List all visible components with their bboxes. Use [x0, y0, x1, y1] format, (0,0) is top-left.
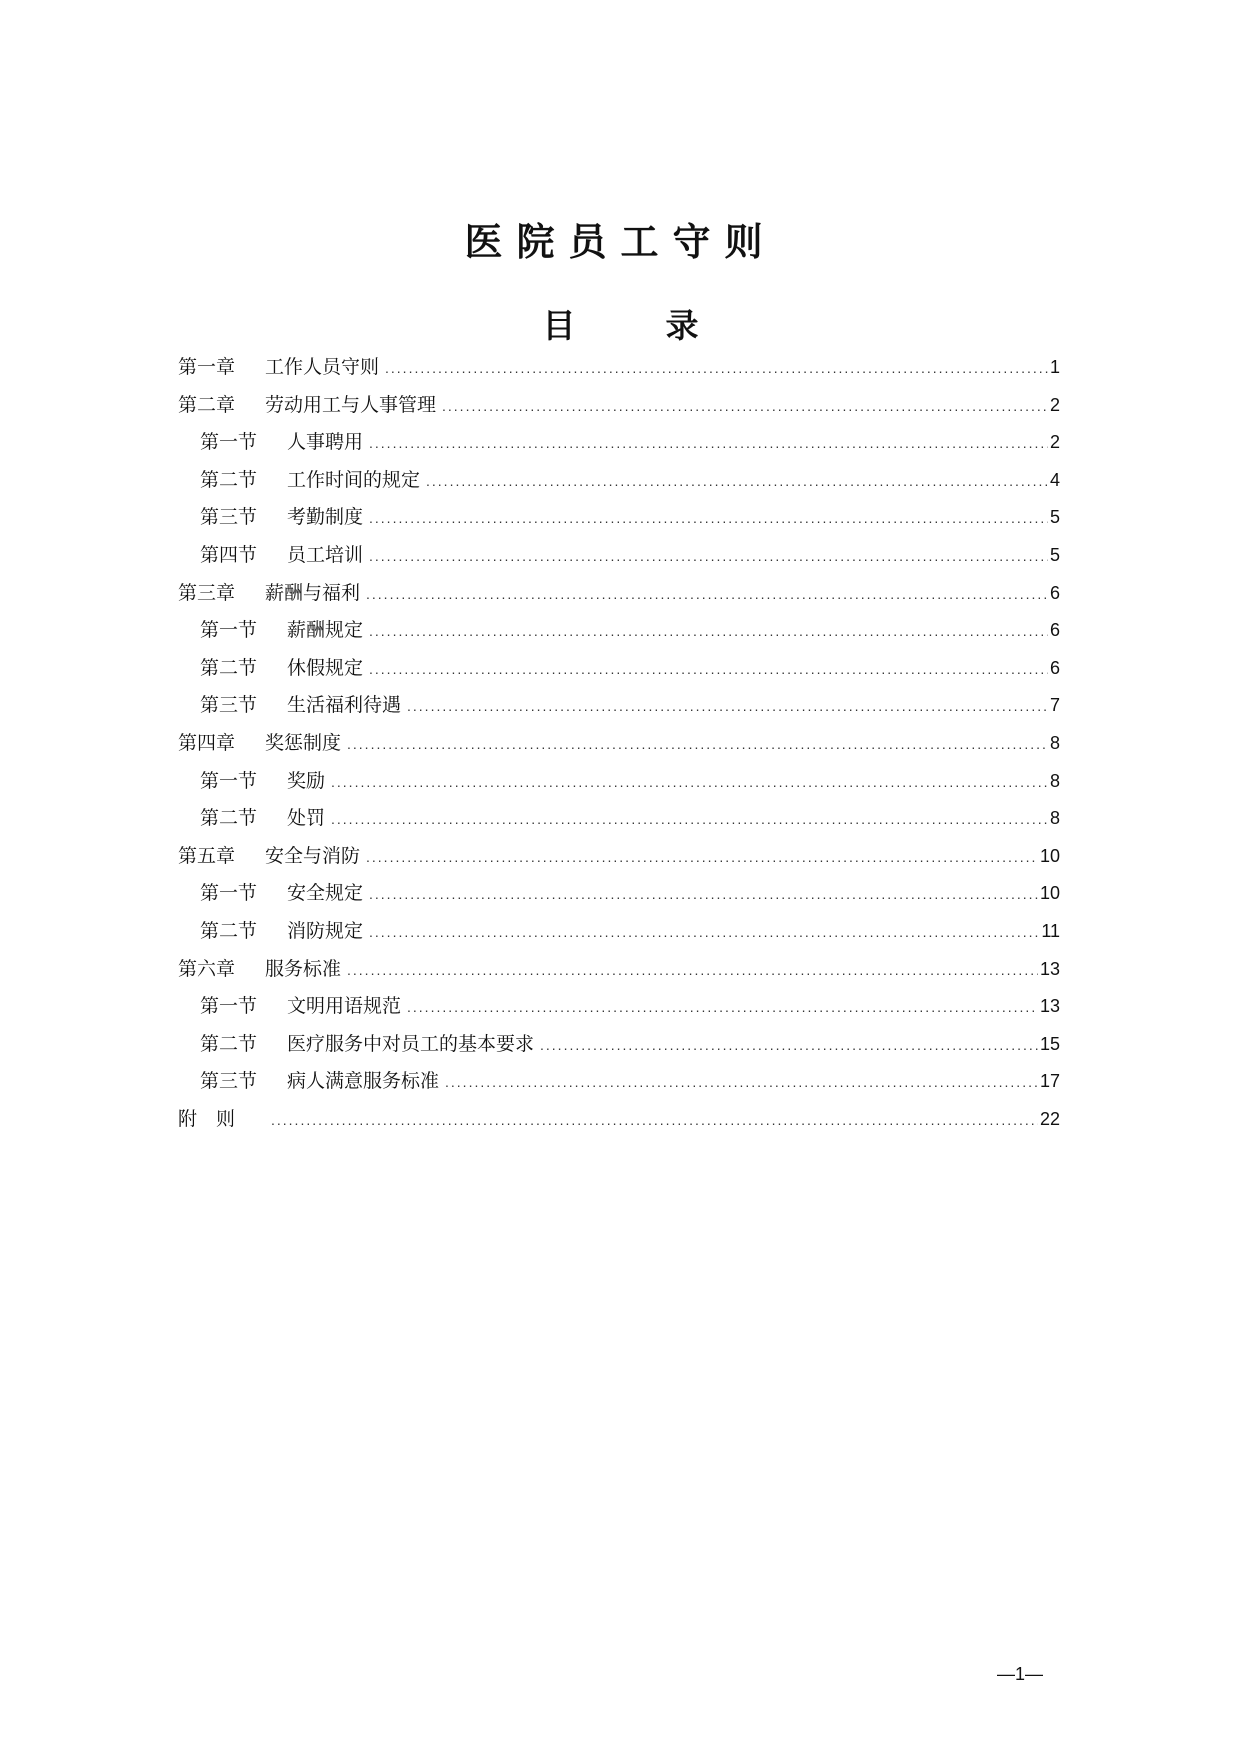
toc-section-entry[interactable]: [178, 650, 1060, 688]
toc-dot-leader: [445, 1064, 1038, 1101]
table-of-contents: [178, 349, 1060, 1138]
toc-entry-label: 休假规定: [287, 656, 364, 679]
toc-section-entry[interactable]: [178, 537, 1060, 575]
toc-entry-page: 2: [1049, 394, 1060, 415]
toc-dot-leader: [369, 500, 1048, 537]
toc-entry-page: 4: [1049, 469, 1060, 490]
toc-entry-number: 第一节: [200, 769, 258, 792]
toc-entry-number: 第二章: [178, 393, 236, 416]
toc-entry-label: 考勤制度: [287, 506, 364, 529]
toc-entry-number: 第一章: [178, 356, 236, 378]
toc-entry-page: 7: [1049, 695, 1060, 716]
toc-entry-label: 工作人员守则: [265, 356, 380, 378]
toc-section-entry[interactable]: [178, 763, 1060, 801]
toc-entry-label: 安全与消防: [265, 844, 361, 867]
toc-entry-page: 22: [1039, 1108, 1060, 1129]
toc-entry-page: 10: [1039, 883, 1060, 904]
toc-dot-leader: [369, 613, 1048, 650]
toc-entry-page: 1: [1049, 357, 1060, 377]
toc-entry-number: 第三节: [200, 506, 258, 529]
toc-section-entry[interactable]: [178, 988, 1060, 1026]
toc-entry-number: 第二节: [200, 656, 258, 679]
toc-entry-number: 第六章: [178, 957, 236, 980]
toc-entry-page: 8: [1049, 808, 1060, 829]
toc-dot-leader: [369, 914, 1039, 951]
toc-entry-label: 病人满意服务标准: [287, 1070, 440, 1093]
toc-section-entry[interactable]: [178, 462, 1060, 500]
toc-chapter-entry[interactable]: [178, 575, 1060, 613]
toc-entry-number: 第一节: [200, 882, 258, 905]
page-number: —1—: [996, 1664, 1043, 1684]
toc-entry-number: 第四节: [200, 543, 258, 566]
toc-chapter-entry[interactable]: [178, 1101, 1060, 1139]
toc-dot-leader: [331, 801, 1048, 838]
toc-entry-label: 医疗服务中对员工的基本要求: [287, 1032, 535, 1055]
toc-dot-leader: [366, 576, 1048, 613]
toc-section-entry[interactable]: [178, 499, 1060, 537]
toc-dot-leader: [331, 764, 1048, 801]
toc-entry-label: 奖励: [287, 769, 326, 792]
toc-entry-label: 人事聘用: [287, 431, 364, 454]
toc-entry-page: 10: [1039, 845, 1060, 866]
toc-entry-label: 薪酬规定: [287, 619, 364, 642]
toc-entry-number: 第五章: [178, 844, 236, 867]
toc-entry-page: 11: [1041, 920, 1060, 941]
toc-dot-leader: [407, 989, 1038, 1026]
toc-entry-number: 第四章: [178, 731, 236, 754]
toc-entry-label: 服务标准: [265, 957, 342, 980]
toc-entry-page: 5: [1049, 507, 1060, 528]
toc-entry-page: 8: [1049, 770, 1060, 791]
toc-entry-label: 奖惩制度: [265, 731, 342, 754]
toc-entry-page: 6: [1049, 657, 1060, 678]
toc-dot-leader: [407, 688, 1048, 725]
toc-section-entry[interactable]: [178, 913, 1060, 951]
toc-entry-label: 生活福利待遇: [287, 694, 402, 717]
toc-entry-page: 8: [1049, 732, 1060, 753]
toc-dot-leader: [442, 388, 1048, 425]
toc-entry-label: 处罚: [287, 807, 326, 830]
toc-dot-leader: [369, 425, 1048, 462]
toc-dot-leader: [369, 651, 1048, 688]
toc-entry-number: 第二节: [200, 919, 258, 942]
toc-section-entry[interactable]: [178, 424, 1060, 462]
toc-chapter-entry[interactable]: [178, 725, 1060, 763]
toc-section-entry[interactable]: [178, 800, 1060, 838]
toc-dot-leader: [347, 952, 1038, 989]
toc-entry-number: 第二节: [200, 1032, 258, 1055]
toc-entry-number: 第三章: [178, 581, 236, 604]
toc-chapter-entry[interactable]: [178, 387, 1060, 425]
toc-entry-number: 第二节: [200, 468, 258, 491]
toc-section-entry[interactable]: [178, 1026, 1060, 1064]
toc-heading-right: 录: [665, 306, 699, 345]
toc-dot-leader: [366, 839, 1038, 876]
toc-chapter-entry[interactable]: [178, 951, 1060, 989]
toc-entry-page: 6: [1049, 620, 1060, 641]
toc-heading-left: 目: [542, 306, 576, 345]
toc-entry-page: 5: [1049, 544, 1060, 565]
toc-entry-page: 2: [1049, 432, 1060, 453]
toc-entry-label: 员工培训: [287, 543, 364, 566]
toc-entry-label: 工作时间的规定: [287, 468, 421, 491]
document-title: 医院员工守则: [464, 219, 777, 264]
toc-section-entry[interactable]: [178, 687, 1060, 725]
toc-dot-leader: [385, 350, 1048, 387]
toc-chapter-entry[interactable]: [178, 838, 1060, 876]
toc-dot-leader: [369, 538, 1048, 575]
toc-entry-number: 第三节: [200, 1070, 258, 1093]
toc-section-entry[interactable]: [178, 1063, 1060, 1101]
toc-entry-number: 第一节: [200, 995, 258, 1018]
toc-dot-leader: [540, 1027, 1038, 1064]
toc-dot-leader: [347, 726, 1048, 763]
toc-entry-page: 17: [1039, 1071, 1060, 1092]
toc-entry-page: 13: [1039, 958, 1060, 979]
toc-entry-number: 第三节: [200, 694, 258, 717]
toc-section-entry[interactable]: [178, 875, 1060, 913]
toc-entry-label: 消防规定: [287, 919, 364, 942]
toc-dot-leader: [271, 1102, 1038, 1139]
toc-entry-page: 6: [1049, 582, 1060, 603]
toc-heading: [0, 302, 1241, 350]
toc-entry-label: 劳动用工与人事管理: [265, 393, 437, 416]
toc-entry-label: 薪酬与福利: [265, 581, 361, 604]
toc-dot-leader: [426, 463, 1048, 500]
toc-section-entry[interactable]: [178, 612, 1060, 650]
toc-entry-number: 第一节: [200, 619, 258, 642]
toc-entry-number: 第一节: [200, 431, 258, 454]
toc-entry-number: 附 则: [178, 1107, 236, 1130]
toc-chapter-entry[interactable]: [178, 349, 1060, 387]
toc-entry-label: 安全规定: [287, 882, 364, 905]
toc-entry-page: 13: [1039, 996, 1060, 1017]
toc-entry-page: 15: [1039, 1033, 1060, 1054]
toc-entry-number: 第二节: [200, 807, 258, 830]
toc-entry-label: 文明用语规范: [287, 995, 402, 1018]
toc-dot-leader: [369, 876, 1038, 913]
